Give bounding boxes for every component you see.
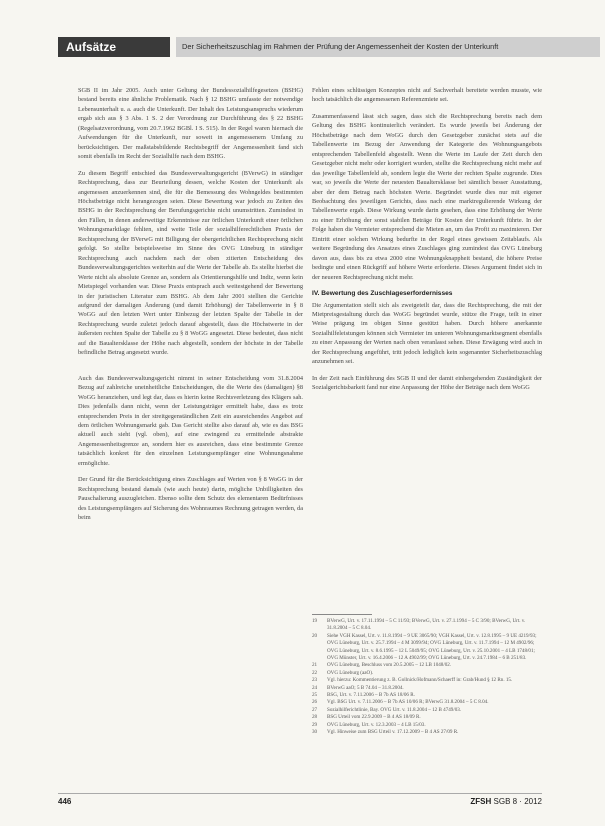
footnote: 26 Vgl. BSG Urt. v. 7.11.2006 – B 7b AS 10/06 R; BVerwG 31.8.2004 – 5 C 8.04.	[312, 699, 489, 706]
page-number: 446	[58, 797, 72, 806]
footnote: 24 BVerwG aaO; 5 B 74.04 – 31.8.2004.	[312, 684, 404, 691]
body-paragraph: Zu diesem Begriff entschied das Bundesverwaltungsgericht (BVerwG) in ständiger Rechtsprechung, dass zur Beurteilung dessen, welche Kosten der Unterkunft als angemessen anzuerkennen sind, die für die Bemessung des Wohngeldes bestimmten Höchstbeträge nicht herangezogen seien. Diese Bewertung war jedoch zu Zeiten des BSHG in der Rechtsprechung der Berufungsgerichte nicht unumstritten. Zumindest in den Fällen, in denen anderweitige Erkenntnisse zur örtlichen Unterkunft einer örtlichen Wohnungsmarktlage fehlten, sind weite Teile der sozialhilferechtlichen Praxis der Rechtsprechung der BVerwG mit Billigung der obergerichtlichen Rechtsprechung nicht gefolgt. So stellte beispielsweise im Sinne des OVG Lüneburg in ständiger Rechtsprechung auch nachdem nach der oben zitierten Entscheidung des Bundesverwaltungsgerichtes weiterhin auf die Werte der Tabelle ab. Es stellte hierbei die Werte nicht als absolute Grenze an, sondern als Orientierungshilfe und Indiz, wenn kein Mietspiegel vorhanden war. Diese Praxis entsprach auch weitestgehend der Bewertung in der juristischen Literatur zum BSHG. Ab dem Jahr 2001 stellten die Gerichte aufgrund der damaligen Änderung (und damit Erhöhung) der Tabellenwerte in § 8 WoGG auf den letzten Wert unter Einbezug der letzten Spalte der Tabelle in der Rechtsprechung wurde zuletzt jedoch darauf abgestellt, dass die Höchstwerte in der äußersten rechten Spalte der Tabelle zu § 8 WoGG angesetzt. Diese bedeutet, dass nicht auf die Baualtersklasse der Höhe nach abgestellt, sondern der höchste in der Tabelle befindliche Betrag angesetzt wurde.	[78, 169, 303, 357]
footnote: 19 BVerwG, Urt. v. 17.11.1994 – 5 C 11/93; BVerwG, Urt. v. 27.1.1994 – 5 C 3/90; BVerwG, Urt. v. 31.8.2004 – 5 C 8.04.	[312, 618, 526, 632]
body-paragraph: Die Argumentation stellt sich als zweigeteilt dar, dass die Rechtsprechung, die mit der Mietpreisgestaltung durch das WoGG begründet wurde, stütze die Frage, teilt in einer Weise prägung im obigen Sinne gestützt haben. Durch höhere anerkannte Sozialhilfeleistungen können sich Vermieter im unteren Wohnungsmarktsegment ebenfalls zu einer Anpassung der Werten nach oben veranlasst sehen. Diese Erwägung wird auch in der Rechtsprechung angeführt, tritt jedoch lediglich kein sogenannter Sicherheitszuschlag anzunehmen sei.	[312, 301, 542, 366]
running-title: Der Sicherheitszuschlag im Rahmen der Prüfung der Angemessenheit der Kosten der Unterkunft	[176, 37, 600, 57]
right-column	[312, 86, 542, 400]
footnote: 23 Vgl. hierzu: Kommentierung z. B. Gollnick/Hofmann/Schaerff in: Grab/Hund § 12 Rn. 15.	[312, 677, 513, 684]
section-heading: IV. Bewertung des Zuschlageserfordernisses	[312, 290, 453, 298]
footnote: 22 OVG Lüneburg (aaO).	[312, 669, 374, 676]
body-paragraph: SGB II im Jahr 2005. Auch unter Geltung der Bundessozialhilfegesetzes (BSHG) bestand bereits eine ähnliche Problematik. Nach § 12 BSHG umfasste der notwendige Lebensunterhalt u. a. auch die Unterkunft. Der Inhalt des Leistungsanspruchs wiederum ergab sich aus § 3 Abs. 1 S. 2 der Verordnung zur Durchführung des § 22 BSHG (Regelsatzverordnung, vom 20.7.1962 BGBl. I S. 515). In der Regel waren hiernach die Aufwendungen für die Unterkunft, nur soweit in angemessenem Umfang zu berücksichtigen. Der maßstabsbildende Rechtsbegriff der Angemessenheit fand sich somit ebenfalls im Recht der Sozialhilfe nach dem BSHG.	[78, 87, 303, 161]
journal-reference	[470, 797, 542, 806]
left-column	[78, 86, 303, 529]
body-paragraph: Fehlen eines schlüssigen Konzeptes nicht auf Sachverhalt bereitete werden musste, wie hoch tatsächlich die angemessenen Referenzmiete sei.	[312, 87, 542, 104]
body-paragraph: Zusammenfassend lässt sich sagen, dass sich die Rechtsprechung bereits nach dem Geltung des BSHG kontinuierlich verändert. Es wurde jeweils bei Änderung der Höchstbeträge nach dem WoGG durch den Gesetzgeber zunächst stets auf die Tabellenwerte im Bezug der Anwendung der Kategorie des Wohnungsangebots entsprechenden Tabellenfeld abgestellt. Wenn die Werte im Laufe der Zeit durch den Gesetzgeber nicht mehr oder korrigiert wurden, stellte die Rechtsprechung nicht mehr auf das jeweilige Tabellenfeld ab, sondern legte die Werte der rechten Spalte zugrunde. Dies war, so jeweils die Werte der neuesten Baualtersklasse bei sämtlich besser Ausstattung, aber der dem Betrag nach höchsten Werte. Begründet wurde dies nur mit eigener Beobachtung des jeweiligen Gerichts, dass nach eine marktregulierende Wirkung der Tabellenwerte ergab. Diese Wirkung wurde darin gesehen, dass eine Erhöhung der Werte zu einer Erhöhung der sonst stabilen Beträge für Kosten der Unterkunft führte. In der Folge haben die Vermieter entsprechend die Mieten an, um das Profit zu maximieren. Der Eintritt einer solchen Wirkung bedurfte in der Regel eines gewissen Zeitablaufs. Als weitere Begründung des Ansatzes eines Zuschlages ging zumindest das OVG Lüneburg davon aus, dass bis zu etwa 2000 eine Wohnungsknappheit bestand, die höhere Preise bedingte und einen Rückgriff auf höhere Werte erforderte. Dieses Argument findet sich in der neueren Rechtsprechung nicht mehr.	[312, 112, 542, 281]
section-tag: Aufsätze	[58, 37, 170, 57]
journal-issue: SGB 8 · 2012	[493, 797, 542, 806]
body-paragraph: Auch das Bundesverwaltungsgericht nimmt in seiner Entscheidung vom 31.8.2004 Bezug auf zahlreiche uneinheitliche Entscheidungen, die die Werte des (damaligen) §8 WoGG heranziehen, und legt dar, dass es hierin keine Rechtsverletzung des Klägers sah. Dies jedenfalls dann nicht, wenn der Leistungsträger ermittelt habe, dass es trotz entsprechenden Preis in der streitgegenständlichen Zeit ein ausreichendes Angebot auf dem örtlichen Wohnungsmarkt gab. Das Gericht stellte also darauf ab, wie es das BSG aktuell auch sieht (vgl. oben), auf eine zwingend zu ermittelnde abstrakte Angemessenheitsgrenze an, sondern hier es ausreichen, dass eine bestimmte Grenze tatsächlich konkret für den einzelnen Leistungsempfänger eine Wohnungsnahme ermöglichte.	[78, 374, 303, 467]
body-paragraph: Der Grund für die Berücksichtigung eines Zuschlages auf Werten von § 8 WoGG in der Rechtsprechung bestand damals (wie auch heute) darin, mögliche Unbilligkeiten des Pauschalierung auszugleichen. Ebenso sollte dem Schutz des elementaren Bedürfnisses des Leistungsempfängers auf Sicherung des Wohnraumes Rechnung getragen werden, da beim	[78, 476, 303, 522]
footnote-rule	[312, 614, 372, 615]
footnotes	[312, 614, 542, 737]
footnote: 25 BSG, Urt. v. 7.11.2006 – B 7b AS 18/06 R.	[312, 692, 415, 699]
footnote: 28 BSG Urteil vom 22.9.2009 – B 4 AS 18/09 R.	[312, 714, 421, 721]
page-footer	[58, 793, 542, 808]
footnote: 20 Siehe VGH Kassel, Urt. v. 11.8.1994 – 9 UE 3065/90; VGH Kassel, Urt. v. 12.8.1995 – 9 UE 4219/93; OVG Lüneburg, Urt. v. 25.7.1994 – 4 M 3099/94; OVG Lüneburg, Urt. v. 11.7.1994 – 12 M 4902/96; OVG Lüneburg, Urt. v. 8.6.1995 – 12 L 5049/95; OVG Lüneburg, Urt. v. 25.10.2001 – 4 LB 1748/01; OVG Münster, Urt. v. 16.4.2006 – 12 A 4902/99; OVG Lüneburg, Urt. v. 24.7.1984 – 6 B 251/83.	[312, 632, 537, 662]
footnote: 29 OVG Lüneburg, Urt. v. 12.3.2003 – 4 LB 15/03.	[312, 721, 426, 728]
footnote: 30 Vgl. Hinweise zum BSG Urteil v. 17.12.2009 – B 4 AS 27/09 R.	[312, 729, 459, 736]
footnote: 21 OVG Lüneburg, Beschluss vom 20.5.2005 – 12 LB 1048/02.	[312, 662, 452, 669]
page-header	[58, 37, 600, 57]
journal-name: ZFSH	[470, 797, 492, 806]
body-paragraph: In der Zeit nach Einführung des SGB II und der damit einhergehenden Zuständigkeit der Sozialgerichtsbarkeit fand nur eine Anpassung der Höhe der Beträge nach dem WoGG	[312, 374, 542, 392]
footnote: 27 Sozialhilferichtlinie, Bay. OVG Urt. v. 11.8.2004 – 12 B 4749/03.	[312, 706, 462, 713]
